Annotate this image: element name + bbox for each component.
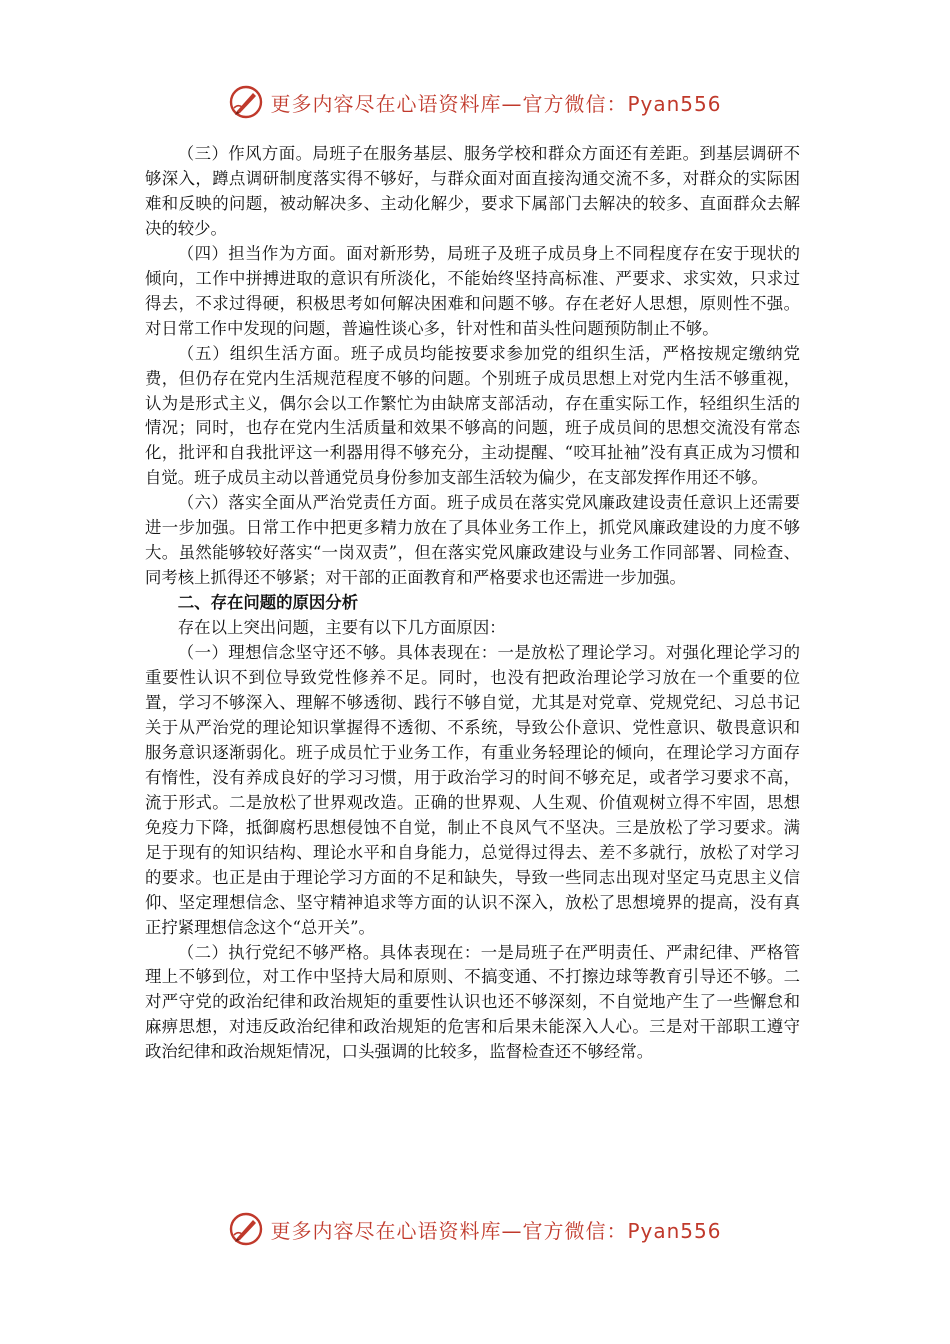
watermark-text: 更多内容尽在心语资料库—官方微信：Pyan556 (270, 1218, 722, 1243)
cause-paragraph-discipline: （二）执行党纪不够严格。具体表现在：一是局班子在严明责任、严肃纪律、严格管理上不够到位，对工作中坚持大局和原则、不搞变通、不打擦边球等教育引导还不够。二对严守党的政治纪律和政治规矩的重要性认识也还不够深刻，不自觉地产生了一些懈怠和麻痹思想，对违反政治纪律和政治规矩的危害和后果未能深入人心。三是对干部职工遵守政治纪律和政治规矩情况，口头强调的比较多，监督检查还不够经常。 (145, 942, 800, 1062)
section-intro: 存在以上突出问题，主要有以下几方面原因： (177, 618, 506, 638)
footer-watermark (0, 1207, 950, 1251)
paragraph-style: （三）作风方面。局班子在服务基层、服务学校和群众方面还有差距。到基层调研不够深入，蹲点调研制度落实得不够好，与群众面对面直接沟通交流不多，对群众的实际困难和反映的问题，被动解决多、主动化解少，要求下属部门去解决的较多、直面群众去解决的较少。 (145, 144, 800, 238)
pen-logo-icon (228, 1211, 264, 1247)
pen-logo-icon (228, 84, 264, 120)
header-watermark (0, 80, 950, 124)
paragraph-organization-life: （五）组织生活方面。班子成员均能按要求参加党的组织生活，严格按规定缴纳党费，但仍存在党内生活规范程度不够的问题。个别班子成员思想上对党内生活不够重视，认为是形式主义，偶尔会以工作繁忙为由缺席支部活动，存在重实际工作，轻组织生活的情况；同时，也存在党内生活质量和效果不够高的问题，班子成员间的思想交流没有常态化，批评和自我批评这一利器用得不够充分，主动提醒、“咬耳扯袖”没有真正成为习惯和自觉。班子成员主动以普通党员身份参加支部生活较为偏少，在支部发挥作用还不够。 (145, 343, 800, 488)
watermark-text: 更多内容尽在心语资料库—官方微信：Pyan556 (270, 91, 722, 116)
paragraph-party-governance: （六）落实全面从严治党责任方面。班子成员在落实党风廉政建设责任意识上还需要进一步加强。日常工作中把更多精力放在了具体业务工作上，抓党风廉政建设的力度不够大。虽然能够较好落实“一岗双责”，但在落实党风廉政建设与业务工作同部署、同检查、同考核上抓得还不够紧；对干部的正面教育和严格要求也还需进一步加强。 (145, 493, 800, 588)
section-heading: 二、存在问题的原因分析 (177, 593, 359, 613)
paragraph-responsibility: （四）担当作为方面。面对新形势，局班子及班子成员身上不同程度存在安于现状的倾向，工作中拼搏进取的意识有所淡化，不能始终坚持高标准、严要求、求实效，只求过得去，不求过得硬，积极思考如何解决困难和问题不够。存在老好人思想，原则性不强。对日常工作中发现的问题，普遍性谈心多，针对性和苗头性问题预防制止不够。 (145, 243, 800, 338)
document-body (145, 142, 800, 1065)
cause-paragraph-ideals: （一）理想信念坚守还不够。具体表现在：一是放松了理论学习。对强化理论学习的重要性认识不到位导致党性修养不足。同时，也没有把政治理论学习放在一个重要的位置，学习不够深入、理解不够透彻、践行不够自觉，尤其是对党章、党规党纪、习总书记关于从严治党的理论知识掌握得不透彻、不系统，导致公仆意识、党性意识、敬畏意识和服务意识逐渐弱化。班子成员忙于业务工作，有重业务轻理论的倾向，在理论学习方面存有惰性，没有养成良好的学习习惯，用于政治学习的时间不够充足，或者学习要求不高，流于形式。二是放松了世界观改造。正确的世界观、人生观、价值观树立得不牢固，思想免疫力下降，抵御腐朽思想侵蚀不自觉，制止不良风气不坚决。三是放松了学习要求。满足于现有的知识结构、理论水平和自身能力，总觉得过得去、差不多就行，放松了对学习的要求。也正是由于理论学习方面的不足和缺失，导致一些同志出现对坚定马克思主义信仰、坚定理想信念、坚守精神追求等方面的认识不深入，放松了思想境界的提高，没有真正拧紧理想信念这个“总开关”。 (145, 643, 800, 937)
